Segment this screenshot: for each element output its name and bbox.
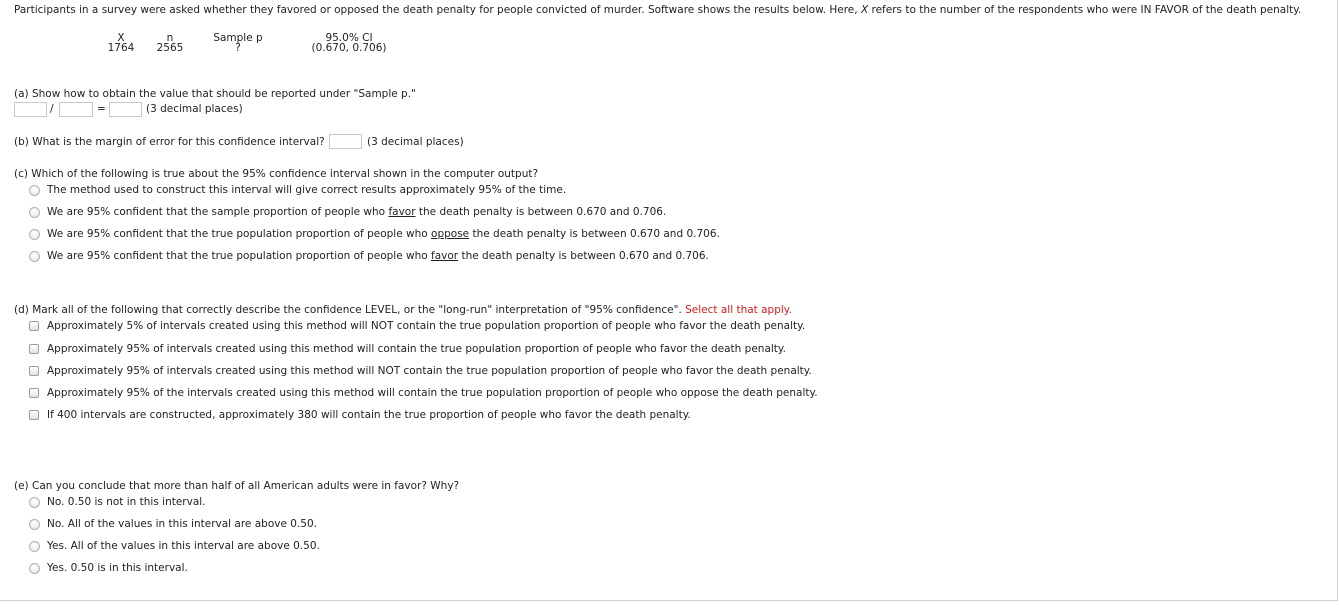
divide-symbol: / <box>50 103 54 115</box>
header-sample-p: Sample p <box>213 32 263 44</box>
value-ci: (0.670, 0.706) <box>311 42 387 54</box>
part-c-option-4-text-start: We are 95% confident that the true population proportion of people who <box>47 250 428 262</box>
part-c-option-3-label[interactable] <box>47 228 720 241</box>
part-e-option-3-label[interactable]: Yes. All of the values in this interval are above 0.50. <box>47 540 320 552</box>
part-d-option-4-checkbox[interactable] <box>29 388 39 398</box>
part-d-option-2-checkbox[interactable] <box>29 344 39 354</box>
part-c-option-3-radio[interactable] <box>29 229 40 240</box>
part-e-option-2-radio[interactable] <box>29 519 40 530</box>
part-e-option-4-label[interactable]: Yes. 0.50 is in this interval. <box>47 562 188 574</box>
part-c-option-1-label[interactable] <box>47 184 566 197</box>
part-c-option-3-text-start: We are 95% confident that the true population proportion of people who <box>47 228 428 240</box>
part-b-precision-note: (3 decimal places) <box>367 136 464 148</box>
part-c-option-4-emphasis: favor <box>431 250 459 262</box>
numerator-input[interactable] <box>14 102 47 117</box>
part-e-option-1-label[interactable]: No. 0.50 is not in this interval. <box>47 496 206 508</box>
part-c-option-4-radio[interactable] <box>29 251 40 262</box>
part-d-option-3-checkbox[interactable] <box>29 366 39 376</box>
part-e-option-4-radio[interactable] <box>29 563 40 574</box>
denominator-input[interactable] <box>59 102 93 117</box>
margin-of-error-input[interactable] <box>329 134 362 149</box>
part-c-option-2-text-end: the death penalty is between 0.670 and 0.706. <box>418 206 667 218</box>
part-c-option-2-label[interactable] <box>47 206 666 219</box>
part-e-option-3-radio[interactable] <box>29 541 40 552</box>
part-c-option-4-text-end: the death penalty is between 0.670 and 0.706. <box>461 250 709 262</box>
value-sample-p: ? <box>235 42 241 54</box>
sample-p-input[interactable] <box>109 102 142 117</box>
part-d-option-4-label[interactable]: Approximately 95% of the intervals created using this method will contain the true population proportion of people who oppose the death penalty. <box>47 387 818 399</box>
intro-text <box>14 4 1301 17</box>
part-d-option-3-label[interactable]: Approximately 95% of intervals created using this method will NOT contain the true population proportion of people who favor the death penalty. <box>47 365 812 377</box>
part-a-prompt: (a) Show how to obtain the value that should be reported under "Sample p." <box>14 88 416 100</box>
part-b-prompt: (b) What is the margin of error for this confidence interval? <box>14 136 325 148</box>
part-e-option-1-radio[interactable] <box>29 497 40 508</box>
part-c-prompt: (c) Which of the following is true about the 95% confidence interval shown in the computer output? <box>14 168 539 180</box>
x-variable: X <box>860 4 869 16</box>
part-c-option-3-emphasis: oppose <box>431 228 470 240</box>
part-d-prompt-text: (d) Mark all of the following that correctly describe the confidence LEVEL, or the "long-run" interpretation of "95% confidence". <box>14 304 682 316</box>
part-c-option-2-emphasis: favor <box>388 206 416 218</box>
part-d-option-1-checkbox[interactable] <box>29 321 39 331</box>
value-x: 1764 <box>107 42 135 54</box>
part-c-option-2-text-start: We are 95% confident that the sample proportion of people who <box>47 206 386 218</box>
header-ci: 95.0% CI <box>325 32 373 44</box>
select-all-instruction: Select all that apply. <box>685 304 792 316</box>
part-c-option-1-radio[interactable] <box>29 185 40 196</box>
intro-text-start: Participants in a survey were asked whether they favored or opposed the death penalty for people convicted of murder. Software shows the results below. Here, <box>14 4 858 16</box>
part-e-option-2-label[interactable]: No. All of the values in this interval are above 0.50. <box>47 518 317 530</box>
part-d-option-1-label[interactable]: Approximately 5% of intervals created using this method will NOT contain the true population proportion of people who favor the death penalty. <box>47 320 806 332</box>
part-d-option-5-checkbox[interactable] <box>29 410 39 420</box>
part-a-precision-note: (3 decimal places) <box>146 103 243 115</box>
part-c-option-3-text-end: the death penalty is between 0.670 and 0.706. <box>472 228 720 240</box>
part-c-option-4-label[interactable] <box>47 250 709 263</box>
part-d-prompt <box>14 304 792 317</box>
part-c-option-1-text: The method used to construct this interval will give correct results approximately 95% of the time. <box>47 184 567 196</box>
equals-symbol: = <box>97 103 106 115</box>
header-n: n <box>166 32 174 44</box>
intro-text-end: refers to the number of the respondents who were IN FAVOR of the death penalty. <box>871 4 1302 16</box>
header-x: X <box>117 32 125 44</box>
part-d-option-5-label[interactable]: If 400 intervals are constructed, approximately 380 will contain the true proportion of people who favor the death penalty. <box>47 409 691 421</box>
value-n: 2565 <box>156 42 184 54</box>
part-e-prompt: (e) Can you conclude that more than half of all American adults were in favor? Why? <box>14 480 460 492</box>
part-c-option-2-radio[interactable] <box>29 207 40 218</box>
part-d-option-2-label[interactable]: Approximately 95% of intervals created using this method will contain the true population proportion of people who favor the death penalty. <box>47 343 786 355</box>
